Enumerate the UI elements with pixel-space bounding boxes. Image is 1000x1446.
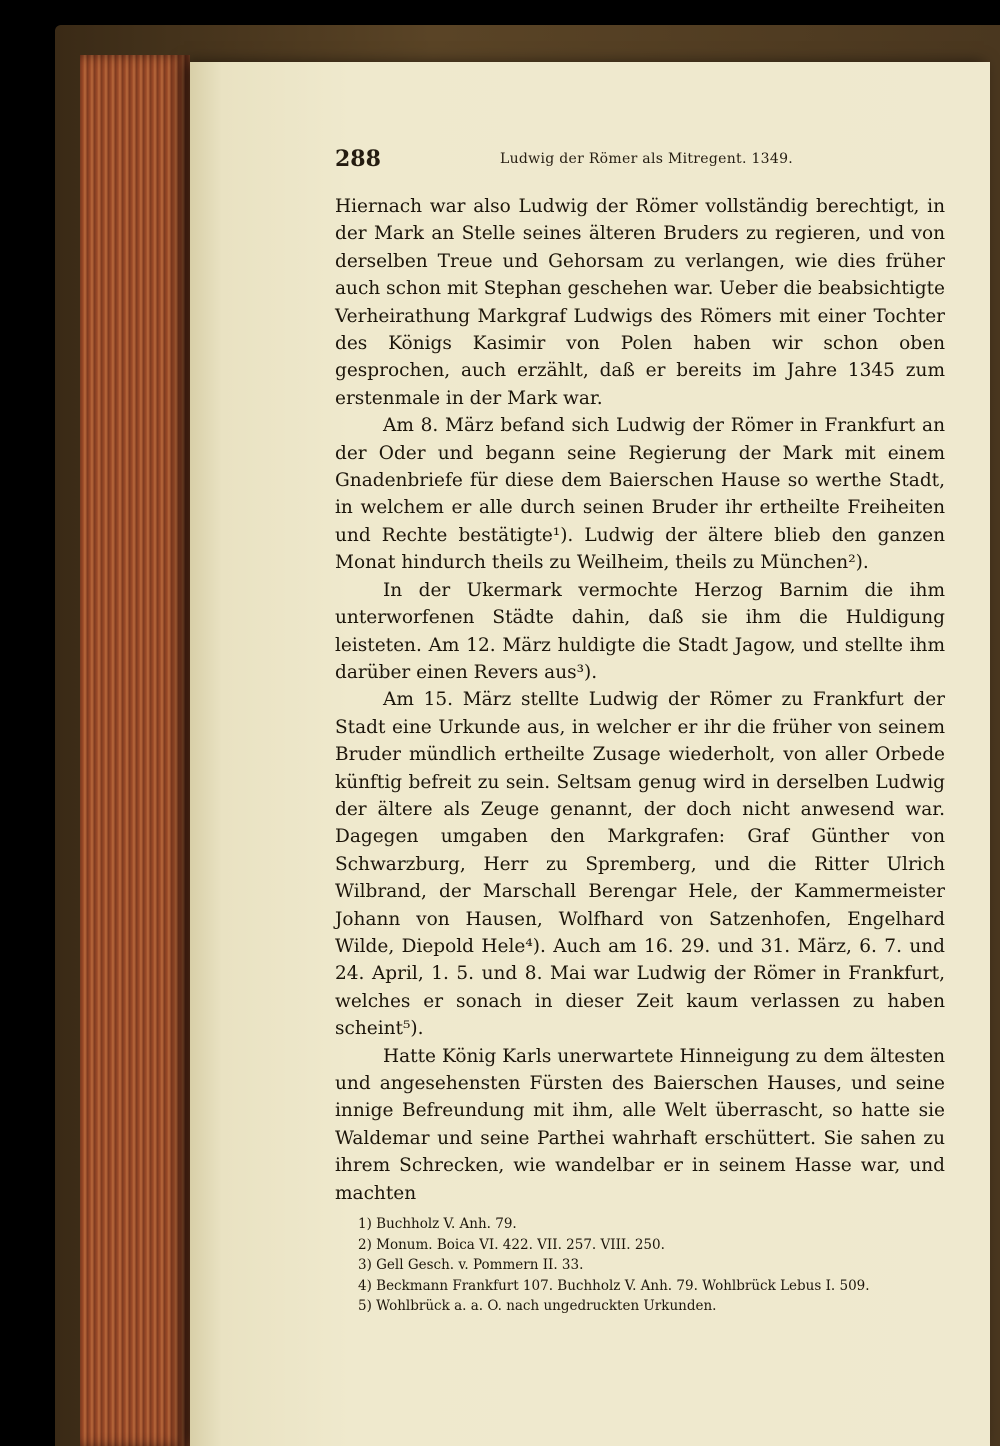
footnote-3: 3) Gell Gesch. v. Pommern II. 33. [358, 1257, 584, 1273]
paragraph-3: In der Ukermark vermochte Herzog Barnim die ihm unterworfenen Städte dahin, daß sie ihm die Huldigung leisteten. Am 12. März huldigte die Stadt Jagow, und stellte ihm darüber einen Revers aus³). [335, 579, 945, 683]
footnote-4: 4) Beckmann Frankfurt 107. Buchholz V. Anh. 79. Wohlbrück Lebus I. 509. [358, 1277, 870, 1294]
footnote-5: 5) Wohlbrück a. a. O. nach ungedruckten Urkunden. [358, 1298, 717, 1314]
page-header [335, 146, 945, 172]
paragraph-2: Am 8. März befand sich Ludwig der Römer in Frankfurt an der Oder und begann seine Regierung der Mark mit einem Gnadenbriefe für diese dem Baierschen Hause so werthe Stadt, in welchem er alle durch seinen Bruder ihr ertheilte Freiheiten und Rechte bestätigte¹). Ludwig der ältere blieb den ganzen Monat hindurch theils zu Weilheim, theils zu München²). [335, 415, 945, 574]
running-head: Ludwig der Römer als Mitregent. 1349. [500, 151, 794, 167]
body-text [335, 193, 945, 1207]
page-edges [80, 55, 190, 1446]
paragraph-4: Am 15. März stellte Ludwig der Römer zu Frankfurt der Stadt eine Urkunde aus, in welcher er ihr die früher von seinem Bruder mündlich ertheilte Zusage wiederholt, von aller Orbede künftig befreit zu sein. Seltsam genug wird in derselben Ludwig der ältere als Zeuge genannt, der doch nicht anwesend war. Dagegen umgaben den Markgrafen: Graf Günther von Schwarzburg, Herr zu Spremberg, und die Ritter Ulrich Wilbrand, der Marschall Berengar Hele, der Kammermeister Johann von Hausen, Wolfhard von Satzenhofen, Engelhard Wilde, Diepold Hele⁴). Auch am 16. 29. und 31. März, 6. 7. und 24. April, 1. 5. und 8. Mai war Ludwig der Römer in Frankfurt, welches er sonach in dieser Zeit kaum verlassen zu haben scheint⁵). [335, 689, 945, 1040]
footnote-2: 2) Monum. Boica VI. 422. VII. 257. VIII. 250. [358, 1236, 665, 1253]
paragraph-5: Hatte König Karls unerwartete Hinneigung zu dem ältesten und angesehensten Fürsten des Baierschen Hauses, und seine innige Befreundung mit ihm, alle Welt überrascht, so hatte sie Waldemar und seine Parthei wahrhaft erschüttert. Sie sahen zu ihrem Schrecken, wie wandelbar er in seinem Hasse war, und machten [335, 1045, 945, 1204]
page-number: 288 [335, 146, 381, 172]
footnotes [358, 1214, 918, 1317]
footnote-1: 1) Buchholz V. Anh. 79. [358, 1216, 517, 1232]
paragraph-1: Hiernach war also Ludwig der Römer vollständig berechtigt, in der Mark an Stelle seines älteren Bruders zu regieren, und von derselben Treue und Gehorsam zu verlangen, wie dies früher auch schon mit Stephan geschehen war. Ueber die beabsichtigte Verheirathung Markgraf Ludwigs des Römers mit einer Tochter des Königs Kasimir von Polen haben wir schon oben gesprochen, auch erzählt, daß er bereits im Jahre 1345 zum erstenmale in der Mark war. [335, 196, 945, 409]
